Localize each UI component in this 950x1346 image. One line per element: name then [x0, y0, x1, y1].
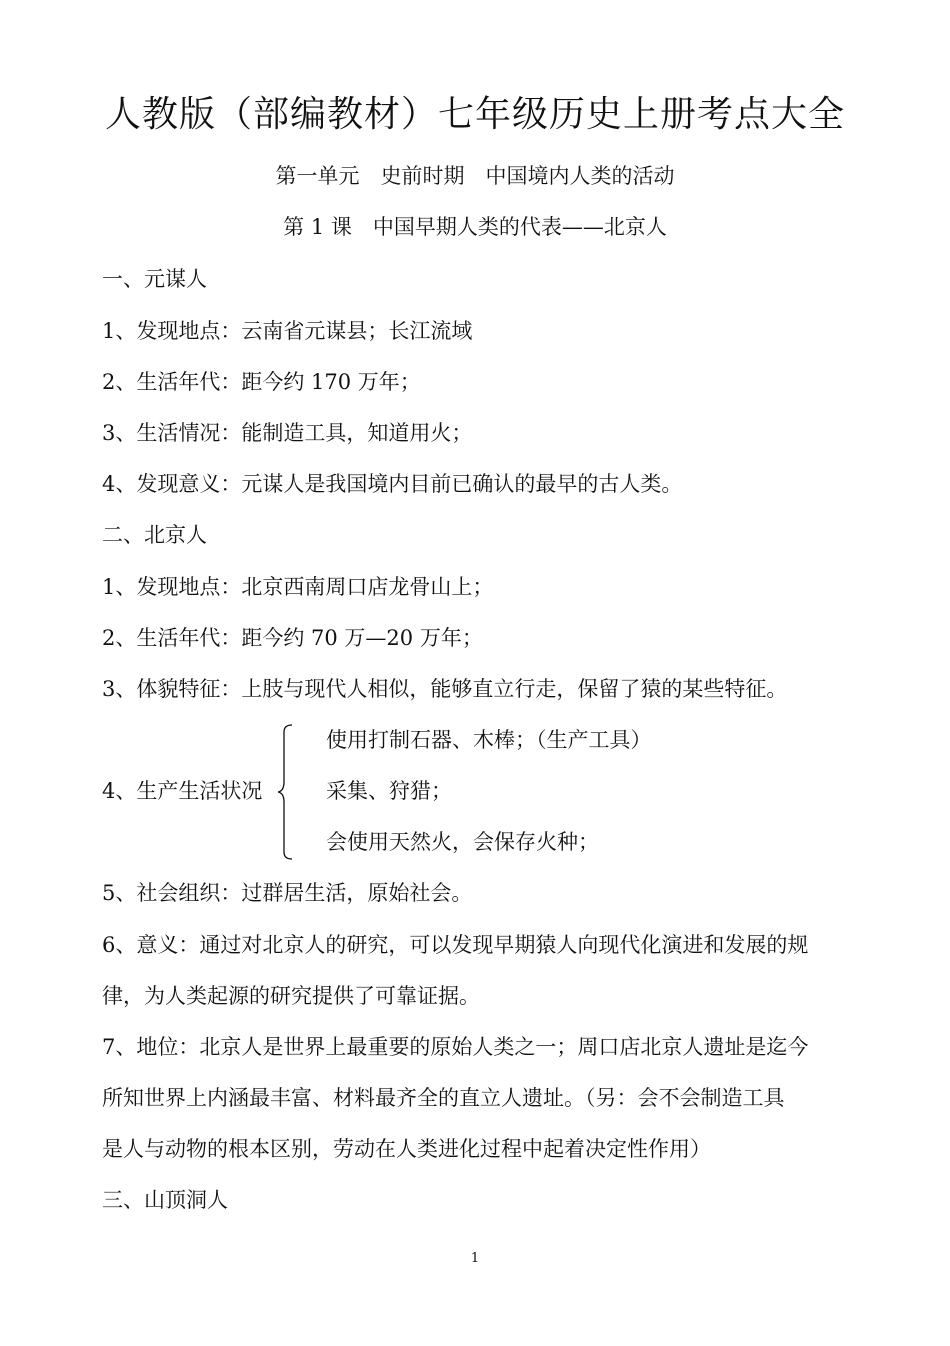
beijing-item: 2、生活年代：距今约 70 万—20 万年；: [102, 626, 483, 650]
beijing-status-line: 7、地位：北京人是世界上最重要的原始人类之一；周口店北京人遗址是迄今: [102, 1035, 809, 1059]
page-number: 1: [470, 1251, 480, 1266]
lesson-heading: 第 1 课 中国早期人类的代表——北京人: [283, 215, 667, 239]
beijing-status-line: 是人与动物的根本区别，劳动在人类进化过程中起着决定性作用）: [102, 1137, 711, 1161]
section-heading-yuanmou: 一、元谋人: [102, 267, 207, 291]
production-entry: 采集、狩猎；: [326, 779, 452, 803]
beijing-social: 5、社会组织：过群居生活，原始社会。: [102, 881, 473, 905]
production-entry: 使用打制石器、木棒；（生产工具）: [326, 728, 652, 752]
beijing-item: 1、发现地点：北京西南周口店龙骨山上；: [102, 575, 494, 599]
beijing-status-line: 所知世界上内涵最丰富、材料最齐全的直立人遗址。（另：会不会制造工具: [102, 1086, 785, 1110]
yuanmou-item: 1、发现地点：云南省元谋县；长江流域: [102, 319, 473, 343]
section-heading-shandingdong: 三、山顶洞人: [102, 1188, 228, 1212]
unit-heading: 第一单元 史前时期 中国境内人类的活动: [275, 164, 675, 188]
beijing-item: 3、体貌特征：上肢与现代人相似，能够直立行走，保留了猿的某些特征。: [102, 677, 788, 701]
yuanmou-item: 4、发现意义：元谋人是我国境内目前已确认的最早的古人类。: [102, 472, 683, 496]
document-title: 人教版（部编教材）七年级历史上册考点大全: [104, 94, 845, 135]
production-label: 4、生产生活状况: [102, 779, 263, 803]
production-entry: 会使用天然火，会保存火种；: [326, 830, 599, 854]
yuanmou-item: 3、生活情况：能制造工具，知道用火；: [102, 421, 473, 445]
section-heading-beijing: 二、北京人: [102, 523, 207, 547]
curly-brace: [278, 724, 294, 860]
beijing-significance-line: 6、意义：通过对北京人的研究，可以发现早期猿人向现代化演进和发展的规: [102, 933, 809, 957]
beijing-significance-line: 律，为人类起源的研究提供了可靠证据。: [102, 984, 480, 1008]
yuanmou-item: 2、生活年代：距今约 170 万年；: [102, 370, 421, 394]
